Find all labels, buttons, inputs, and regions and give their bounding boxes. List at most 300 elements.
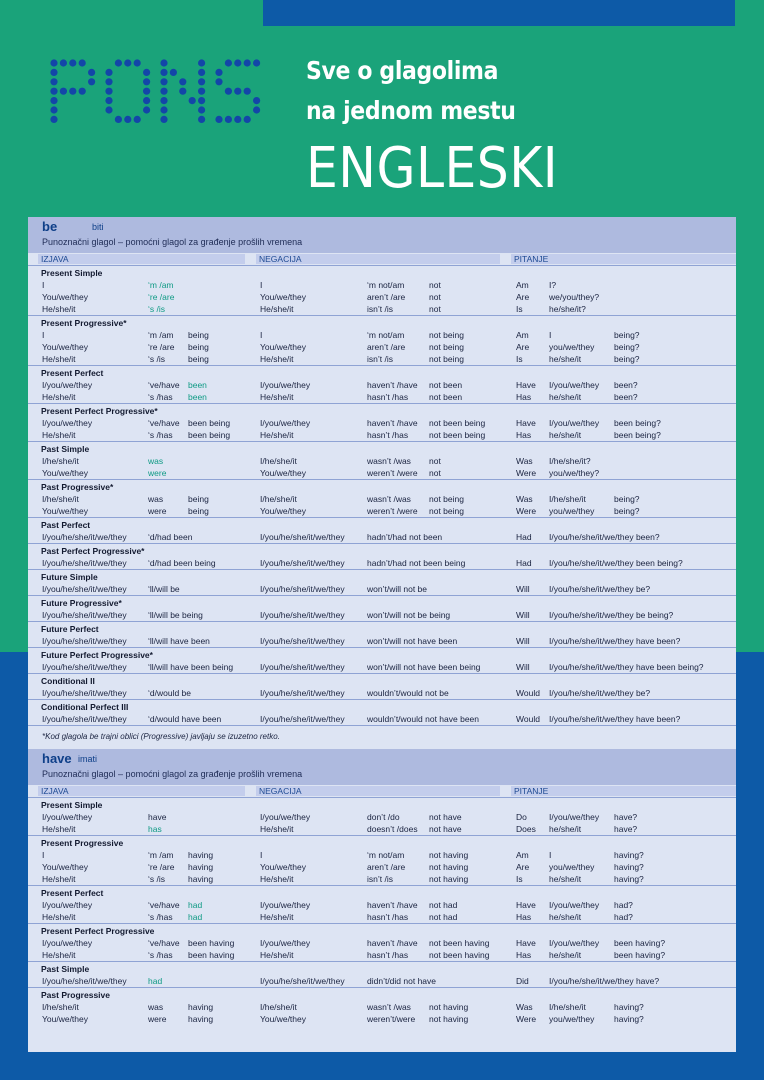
table-cell: you/we/they <box>549 506 595 516</box>
table-cell: He/she/it <box>260 304 294 314</box>
table-cell: had? <box>614 900 633 910</box>
table-cell: I/you/he/she/it/we/they <box>42 714 127 724</box>
table-cell: I/he/she/it <box>549 494 586 504</box>
tense-block <box>28 595 736 621</box>
table-cell: having? <box>614 874 644 884</box>
table-cell: he/she/it? <box>549 304 586 314</box>
subtitle-line-2: na jednom mestu <box>306 96 516 125</box>
conjugation-row <box>28 291 736 303</box>
table-cell: being? <box>614 330 640 340</box>
table-cell: Is <box>516 354 523 364</box>
table-cell: Was <box>516 456 533 466</box>
table-cell: aren’t /are <box>367 292 406 302</box>
tense-name: Future Perfect Progressive* <box>41 650 153 660</box>
table-cell: Does <box>516 824 536 834</box>
table-cell: wasn’t /was <box>367 456 411 466</box>
conjugation-row <box>28 583 736 595</box>
table-cell: I <box>549 850 552 860</box>
table-cell: I/you/he/she/it/we/they <box>260 636 345 646</box>
table-cell: I/you/he/she/it/we/they <box>260 976 345 986</box>
conjugation-row <box>28 609 736 621</box>
tense-name: Present Progressive <box>41 838 124 848</box>
table-cell: having <box>188 1014 214 1024</box>
tense-block <box>28 961 736 987</box>
table-cell: won’t/will not be being <box>367 610 451 620</box>
conjugation-panel <box>28 217 736 1052</box>
tense-block <box>28 885 736 923</box>
table-cell: He/she/it <box>260 354 294 364</box>
table-cell: wouldn’t/would not be <box>367 688 449 698</box>
table-cell: ‘d/had been <box>148 532 193 542</box>
table-cell: Has <box>516 950 532 960</box>
verb-description: Punoznačni glagol – pomoćni glagol za građenje prošlih vremena <box>42 237 303 247</box>
tense-name: Present Progressive* <box>41 318 127 328</box>
table-cell: ‘d/would be <box>148 688 192 698</box>
table-cell: been <box>188 380 207 390</box>
table-cell: aren’t /are <box>367 862 406 872</box>
table-cell: ‘ll/will be being <box>148 610 203 620</box>
table-cell: ‘ve/have <box>148 418 180 428</box>
table-cell: was <box>148 1002 164 1012</box>
table-cell: I/you/he/she/it/we/they <box>42 584 127 594</box>
table-cell: you/we/they <box>549 862 595 872</box>
conjugation-row <box>28 303 736 315</box>
table-cell: he/she/it <box>549 354 582 364</box>
table-cell: not <box>429 468 441 478</box>
column-headers <box>28 253 736 265</box>
table-cell: he/she/it <box>549 912 582 922</box>
table-cell: being <box>188 494 209 504</box>
table-cell: ‘m not/am <box>367 850 405 860</box>
conjugation-row <box>28 975 736 987</box>
column-header-izjava: IZJAVA <box>38 786 245 796</box>
tense-block <box>28 647 736 673</box>
conjugation-row <box>28 493 736 505</box>
table-cell: not <box>429 304 441 314</box>
verb-title: be <box>42 219 58 234</box>
table-cell: I/you/he/she/it/we/they <box>260 688 345 698</box>
table-cell: been? <box>614 392 638 402</box>
table-cell: had <box>188 900 203 910</box>
table-cell: had <box>188 912 203 922</box>
table-cell: been being? <box>614 418 661 428</box>
table-cell: I/you/he/she/it/we/they <box>42 610 127 620</box>
table-cell: ‘ll/will have been being <box>148 662 234 672</box>
table-cell: being? <box>614 494 640 504</box>
table-cell: Was <box>516 1002 533 1012</box>
table-cell: ‘ll/will have been <box>148 636 210 646</box>
table-cell: You/we/they <box>42 506 88 516</box>
table-cell: I/he/she/it <box>42 456 79 466</box>
conjugation-row <box>28 1013 736 1025</box>
conjugation-row <box>28 687 736 699</box>
conjugation-row <box>28 467 736 479</box>
page-title: ENGLESKI <box>306 136 559 201</box>
table-cell: ‘re /are <box>148 862 175 872</box>
table-cell: You/we/they <box>260 1014 306 1024</box>
table-cell: ‘re /are <box>148 342 175 352</box>
table-cell: You/we/they <box>42 342 88 352</box>
table-cell: Has <box>516 912 532 922</box>
table-cell: hadn’t/had not been being <box>367 558 466 568</box>
table-cell: I/you/we/they <box>549 418 600 428</box>
table-cell: You/we/they <box>260 506 306 516</box>
column-headers <box>28 785 736 797</box>
table-cell: he/she/it <box>549 392 582 402</box>
table-cell: ‘m /am <box>148 280 174 290</box>
table-cell: I/you/he/she/it/we/they be? <box>549 688 651 698</box>
table-cell: ‘ve/have <box>148 380 180 390</box>
tense-block <box>28 987 736 1025</box>
column-header-izjava: IZJAVA <box>38 254 245 264</box>
table-cell: been having? <box>614 950 666 960</box>
table-cell: I/you/he/she/it/we/they <box>42 558 127 568</box>
table-cell: he/she/it <box>549 950 582 960</box>
conjugation-row <box>28 1001 736 1013</box>
table-cell: hadn’t/had not been <box>367 532 443 542</box>
table-cell: being? <box>614 342 640 352</box>
table-cell: Were <box>516 1014 537 1024</box>
table-cell: He/she/it <box>260 824 294 834</box>
conjugation-row <box>28 505 736 517</box>
table-cell: Is <box>516 874 523 884</box>
table-cell: not been having <box>429 938 490 948</box>
table-cell: isn’t /is <box>367 874 393 884</box>
table-cell: not been <box>429 380 463 390</box>
table-cell: not had <box>429 912 458 922</box>
table-cell: don’t /do <box>367 812 400 822</box>
table-cell: been having? <box>614 938 666 948</box>
table-cell: Am <box>516 280 529 290</box>
column-header-pitanje: PITANJE <box>511 254 736 264</box>
table-cell: had? <box>614 912 633 922</box>
table-cell: Will <box>516 636 530 646</box>
table-cell: ‘d/would have been <box>148 714 222 724</box>
conjugation-row <box>28 455 736 467</box>
table-cell: having <box>188 862 214 872</box>
conjugation-row <box>28 391 736 403</box>
table-cell: not having <box>429 874 469 884</box>
table-cell: haven’t /have <box>367 418 418 428</box>
table-cell: not have <box>429 824 462 834</box>
tense-name: Past Perfect <box>41 520 91 530</box>
table-cell: Have <box>516 938 536 948</box>
table-cell: being <box>188 506 209 516</box>
table-cell: Would <box>516 688 540 698</box>
table-cell: not had <box>429 900 458 910</box>
table-cell: was <box>148 494 164 504</box>
tense-block <box>28 543 736 569</box>
table-cell: having? <box>614 1002 644 1012</box>
table-cell: I/you/we/they <box>260 812 311 822</box>
table-cell: ‘m not/am <box>367 330 405 340</box>
table-cell: He/she/it <box>260 950 294 960</box>
table-cell: not been <box>429 392 463 402</box>
table-cell: Has <box>516 430 532 440</box>
table-cell: I/you/we/they <box>549 380 600 390</box>
tense-name: Conditional II <box>41 676 95 686</box>
table-cell: I/you/we/they <box>42 938 93 948</box>
column-header-negacija: NEGACIJA <box>256 786 500 796</box>
conjugation-row <box>28 949 736 961</box>
table-cell: hasn’t /has <box>367 950 409 960</box>
table-cell: He/she/it <box>42 912 76 922</box>
table-cell: He/she/it <box>42 354 76 364</box>
tense-block <box>28 673 736 699</box>
table-cell: I/you/we/they <box>42 418 93 428</box>
verb-title: have <box>42 751 72 766</box>
tense-block <box>28 517 736 543</box>
table-cell: I/you/he/she/it/we/they <box>260 610 345 620</box>
conjugation-row <box>28 635 736 647</box>
conjugation-row <box>28 873 736 885</box>
table-cell: Did <box>516 976 529 986</box>
table-cell: I/he/she/it? <box>549 456 591 466</box>
tense-name: Present Perfect Progressive* <box>41 406 158 416</box>
table-cell: I/you/he/she/it/we/they <box>260 558 345 568</box>
table-cell: He/she/it <box>42 950 76 960</box>
table-cell: weren’t/were <box>367 1014 416 1024</box>
table-cell: having <box>188 874 214 884</box>
table-cell: not <box>429 292 441 302</box>
tense-name: Past Perfect Progressive* <box>41 546 145 556</box>
table-cell: been being? <box>614 430 661 440</box>
verb-translation: imati <box>78 754 98 764</box>
table-cell: have <box>148 812 167 822</box>
conjugation-row <box>28 911 736 923</box>
table-cell: I <box>260 850 263 860</box>
table-cell: Am <box>516 850 529 860</box>
table-cell: you/we/they <box>549 1014 595 1024</box>
table-cell: won’t/will not have been <box>367 636 458 646</box>
table-cell: ‘s /is <box>148 874 165 884</box>
section-header <box>28 217 736 253</box>
table-cell: we/you/they? <box>549 292 600 302</box>
tense-block <box>28 403 736 441</box>
table-cell: being <box>188 342 209 352</box>
table-cell: I/he/she/it <box>42 1002 79 1012</box>
table-cell: I/you/he/she/it/we/they <box>42 636 127 646</box>
table-cell: ‘s /has <box>148 430 173 440</box>
table-cell: I <box>42 280 45 290</box>
tense-block <box>28 621 736 647</box>
table-cell: wasn’t /was <box>367 494 411 504</box>
table-cell: has <box>148 824 162 834</box>
conjugation-row <box>28 811 736 823</box>
column-header-pitanje: PITANJE <box>511 786 736 796</box>
table-cell: I/you/he/she/it/we/they <box>260 714 345 724</box>
table-cell: having <box>188 850 214 860</box>
table-cell: I/you/we/they <box>42 900 93 910</box>
table-cell: ‘s /is <box>148 354 165 364</box>
table-cell: You/we/they <box>260 862 306 872</box>
table-cell: He/she/it <box>260 874 294 884</box>
table-cell: ‘s /is <box>148 304 165 314</box>
section-header <box>28 749 736 785</box>
table-cell: Do <box>516 812 527 822</box>
tense-block <box>28 923 736 961</box>
conjugation-row <box>28 417 736 429</box>
table-cell: have? <box>614 824 638 834</box>
table-cell: hasn’t /has <box>367 430 409 440</box>
table-cell: Will <box>516 662 530 672</box>
table-cell: not having <box>429 850 469 860</box>
table-cell: having? <box>614 862 644 872</box>
verb-translation: biti <box>92 222 104 232</box>
table-cell: ‘s /has <box>148 912 173 922</box>
table-cell: I/you/he/she/it/we/they <box>42 662 127 672</box>
table-cell: ‘m not/am <box>367 280 405 290</box>
table-cell: not been being <box>429 418 486 428</box>
table-cell: haven’t /have <box>367 380 418 390</box>
conjugation-row <box>28 341 736 353</box>
table-cell: You/we/they <box>42 468 88 478</box>
table-cell: being <box>188 354 209 364</box>
table-cell: I/you/he/she/it/we/they <box>42 688 127 698</box>
table-cell: having <box>188 1002 214 1012</box>
table-cell: not having <box>429 862 469 872</box>
table-cell: Are <box>516 862 530 872</box>
table-cell: been having <box>188 950 235 960</box>
table-cell: He/she/it <box>260 430 294 440</box>
column-header-negacija: NEGACIJA <box>256 254 500 264</box>
table-cell: I <box>42 330 45 340</box>
table-cell: not been having <box>429 950 490 960</box>
conjugation-row <box>28 899 736 911</box>
subtitle-line-1: Sve o glagolima <box>306 56 499 85</box>
table-cell: I/you/he/she/it/we/they been being? <box>549 558 683 568</box>
table-cell: hasn’t /has <box>367 912 409 922</box>
tense-block <box>28 569 736 595</box>
table-cell: I/you/he/she/it/we/they have? <box>549 976 660 986</box>
table-cell: Have <box>516 380 536 390</box>
tense-block <box>28 315 736 365</box>
table-cell: I/you/we/they <box>549 812 600 822</box>
table-cell: not being <box>429 330 464 340</box>
table-cell: he/she/it <box>549 874 582 884</box>
table-cell: ‘m /am <box>148 850 174 860</box>
table-cell: I/you/he/she/it/we/they be? <box>549 584 651 594</box>
table-cell: having? <box>614 850 644 860</box>
table-cell: doesn’t /does <box>367 824 418 834</box>
table-cell: I <box>260 280 263 290</box>
table-cell: Are <box>516 342 530 352</box>
table-cell: not have <box>429 812 462 822</box>
conjugation-row <box>28 329 736 341</box>
table-cell: You/we/they <box>260 468 306 478</box>
conjugation-row <box>28 379 736 391</box>
table-cell: weren’t /were <box>367 468 418 478</box>
table-cell: isn’t /is <box>367 304 393 314</box>
table-cell: He/she/it <box>42 304 76 314</box>
table-cell: I <box>42 850 45 860</box>
table-cell: weren’t /were <box>367 506 418 516</box>
table-cell: ‘s /has <box>148 392 173 402</box>
table-cell: haven’t /have <box>367 900 418 910</box>
table-cell: I/you/he/she/it/we/they <box>260 532 345 542</box>
table-cell: I/he/she/it <box>42 494 79 504</box>
table-cell: I <box>260 330 263 340</box>
table-cell: I/you/we/they <box>42 812 93 822</box>
table-cell: were <box>148 1014 167 1024</box>
table-cell: I/you/he/she/it/we/they been? <box>549 532 660 542</box>
table-cell: have? <box>614 812 638 822</box>
table-cell: You/we/they <box>42 292 88 302</box>
tense-block <box>28 441 736 479</box>
table-cell: been being <box>188 418 231 428</box>
table-cell: He/she/it <box>42 392 76 402</box>
table-cell: I/you/he/she/it/we/they have been? <box>549 636 681 646</box>
table-cell: I/he/she/it <box>260 456 297 466</box>
table-cell: Are <box>516 292 530 302</box>
table-cell: He/she/it <box>42 430 76 440</box>
table-cell: Has <box>516 392 532 402</box>
table-cell: ‘d/had been being <box>148 558 216 568</box>
table-cell: I/you/he/she/it/we/they have been being? <box>549 662 704 672</box>
table-cell: I <box>549 330 552 340</box>
table-cell: he/she/it <box>549 824 582 834</box>
tense-name: Past Simple <box>41 964 90 974</box>
table-cell: He/she/it <box>260 912 294 922</box>
table-cell: not being <box>429 494 464 504</box>
table-cell: not being <box>429 354 464 364</box>
tense-name: Present Perfect Progressive <box>41 926 155 936</box>
table-cell: wouldn’t/would not have been <box>367 714 479 724</box>
conjugation-row <box>28 531 736 543</box>
verb-description: Punoznačni glagol – pomoćni glagol za građenje prošlih vremena <box>42 769 303 779</box>
table-cell: not being <box>429 342 464 352</box>
table-cell: I/you/he/she/it/we/they <box>260 584 345 594</box>
conjugation-row <box>28 849 736 861</box>
conjugation-row <box>28 861 736 873</box>
tense-name: Present Simple <box>41 268 103 278</box>
table-cell: Is <box>516 304 523 314</box>
table-cell: being? <box>614 506 640 516</box>
table-cell: Am <box>516 330 529 340</box>
top-blue-bar <box>263 0 735 26</box>
table-cell: been having <box>188 938 235 948</box>
tense-block <box>28 835 736 885</box>
tense-name: Present Perfect <box>41 368 104 378</box>
table-cell: He/she/it <box>42 824 76 834</box>
tense-block <box>28 479 736 517</box>
table-cell: I/you/we/they <box>42 380 93 390</box>
table-cell: I/you/we/they <box>549 900 600 910</box>
table-cell: He/she/it <box>260 392 294 402</box>
table-cell: haven’t /have <box>367 938 418 948</box>
tense-name: Conditional Perfect III <box>41 702 129 712</box>
table-cell: I? <box>549 280 557 290</box>
tense-name: Future Perfect <box>41 624 99 634</box>
table-cell: Was <box>516 494 533 504</box>
table-cell: Had <box>516 558 532 568</box>
table-cell: not having <box>429 1002 469 1012</box>
table-cell: I/you/we/they <box>260 418 311 428</box>
table-cell: didn’t/did not have <box>367 976 436 986</box>
table-cell: I/he/she/it <box>260 494 297 504</box>
table-cell: ‘ve/have <box>148 938 180 948</box>
pons-logo <box>50 58 268 126</box>
table-cell: you/we/they <box>549 342 595 352</box>
table-cell: not being <box>429 506 464 516</box>
table-cell: were <box>148 506 167 516</box>
table-cell: not been being <box>429 430 486 440</box>
table-cell: been <box>188 392 207 402</box>
table-cell: been? <box>614 380 638 390</box>
table-cell: won’t/will not be <box>367 584 428 594</box>
table-cell: wasn’t /was <box>367 1002 411 1012</box>
table-cell: were <box>148 468 167 478</box>
